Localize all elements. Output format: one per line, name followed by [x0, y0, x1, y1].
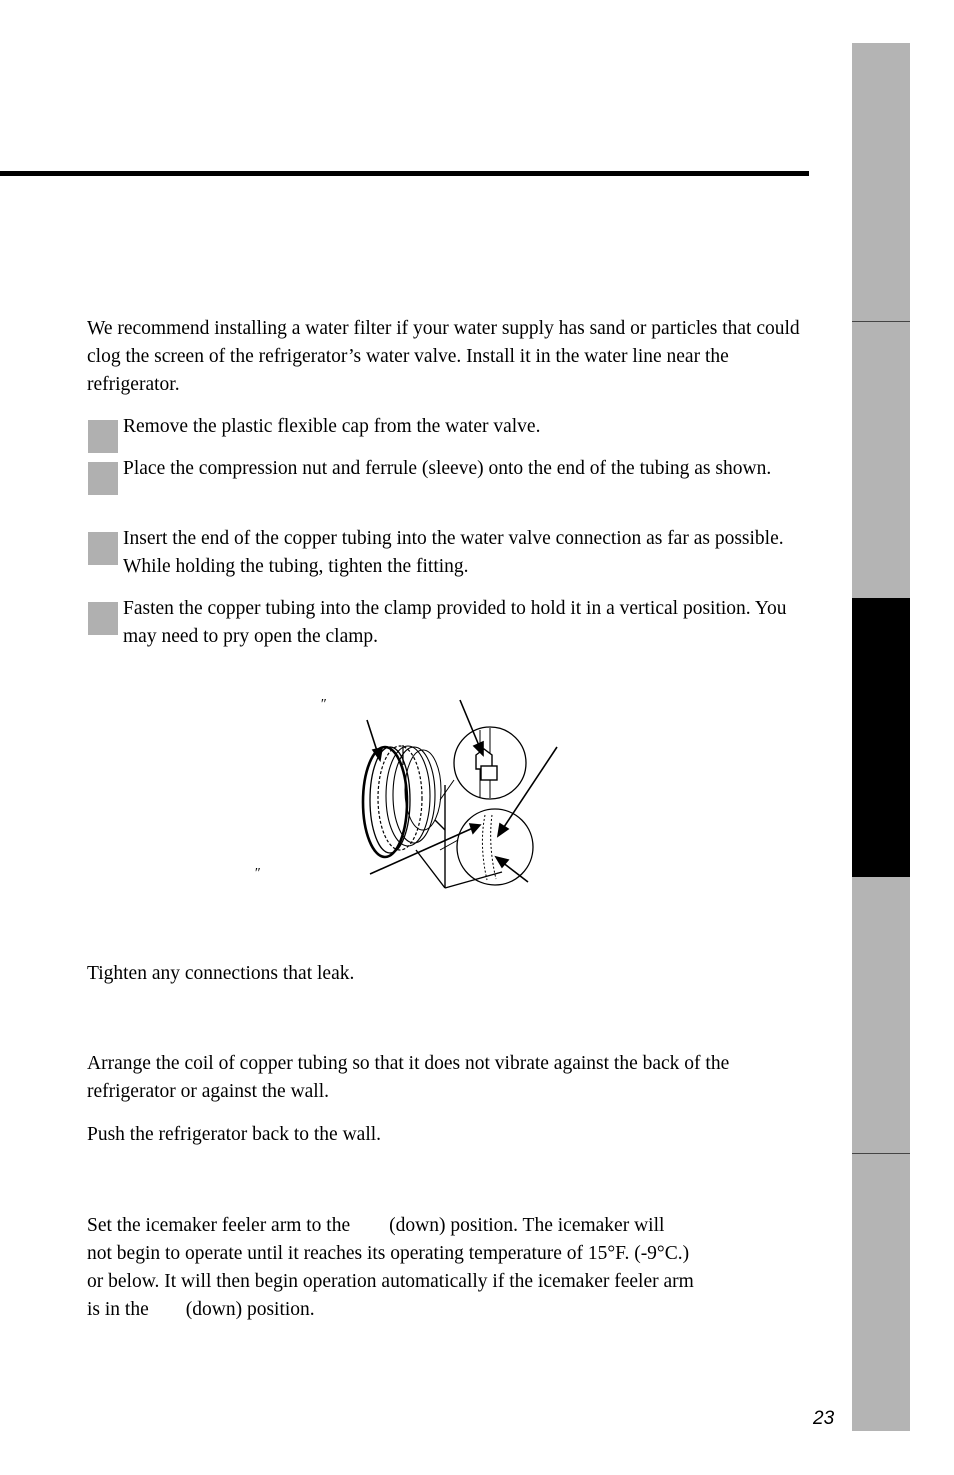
step-marker	[88, 420, 118, 453]
diagram-drawing	[240, 690, 580, 900]
inch-mark-lower: ″	[254, 866, 260, 881]
arrow-head	[498, 824, 508, 836]
clamp-detail-magnifier	[440, 809, 533, 885]
step-text: Fasten the copper tubing into the clamp provided to hold it in a vertical position. You may need to pry open the clamp.	[123, 598, 787, 647]
section-tab-5	[852, 1154, 910, 1431]
icemaker-line-2: not begin to operate until it reaches its operating temperature of 15°F. (-9°C.)	[87, 1243, 690, 1264]
step-text: Place the compression nut and ferrule (sleeve) onto the end of the tubing as shown.	[123, 458, 772, 479]
step-text: Insert the end of the copper tubing into the water valve connection as far as possible. While holding the tubing, tighten the fitting.	[123, 528, 784, 577]
push-back-text: Push the refrigerator back to the wall.	[87, 1124, 382, 1145]
icemaker-line-1	[87, 1212, 807, 1240]
section-tab-2	[852, 322, 910, 598]
icemaker-paragraph	[87, 1212, 807, 1324]
icemaker-line-4-end: (down) position.	[185, 1299, 315, 1320]
water-valve-connection-diagram	[240, 690, 580, 900]
section-tab-4	[852, 877, 910, 1153]
section-tabs	[852, 43, 910, 1431]
section-tab-1	[852, 43, 910, 321]
icemaker-line-1-start: Set the icemaker feeler arm to the	[87, 1215, 351, 1236]
icemaker-line-1-end: (down) position. The icemaker will	[389, 1215, 665, 1236]
section-tab-3-active	[852, 598, 910, 877]
step-text: Remove the plastic flexible cap from the water valve.	[123, 416, 541, 437]
icemaker-line-4	[87, 1296, 807, 1324]
icemaker-line-3: or below. It will then begin operation automatically if the icemaker feeler arm	[87, 1271, 694, 1292]
step-marker	[88, 532, 118, 565]
page-number: 23	[813, 1408, 835, 1429]
valve-detail-magnifier	[440, 727, 526, 800]
leak-check-text: Tighten any connections that leak.	[87, 963, 355, 984]
coil-arrangement-text: Arrange the coil of copper tubing so that it does not vibrate against the back of the refrigerator or against the wall.	[87, 1053, 730, 1102]
icemaker-line-4-start: is in the	[87, 1299, 149, 1320]
header-rule	[0, 171, 809, 176]
arrow-head	[470, 824, 480, 833]
callout-arrows	[367, 700, 557, 882]
inch-mark-upper: ″	[320, 697, 326, 712]
copper-tubing-coil	[363, 745, 441, 857]
step-marker	[88, 462, 118, 495]
step-marker	[88, 602, 118, 635]
intro-paragraph: We recommend installing a water filter if your water supply has sand or particles that could clog the screen of the refrigerator’s water valve. Install it in the water line near the refrigerator.	[87, 318, 800, 395]
